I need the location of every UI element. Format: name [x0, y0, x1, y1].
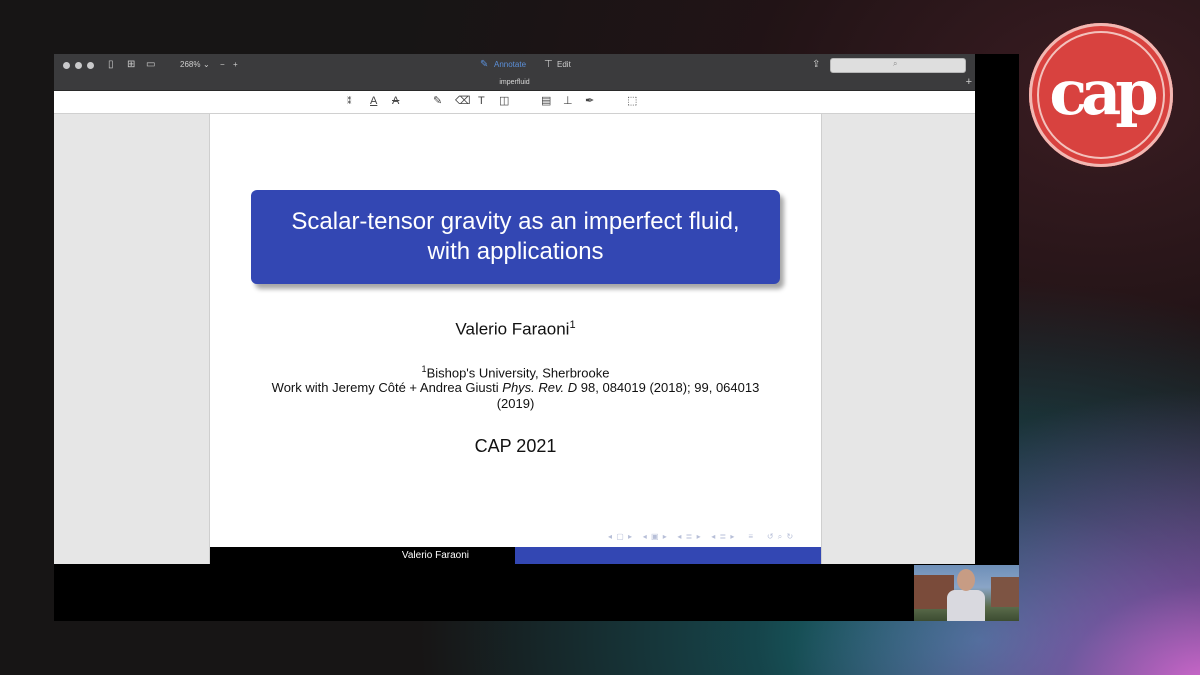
underline-text-icon[interactable]: A	[370, 95, 378, 107]
zoom-window-button[interactable]	[87, 62, 94, 69]
slide-footer-author: Valerio Faraoni	[210, 547, 515, 564]
slide-author	[210, 319, 821, 340]
author-superscript: 1	[569, 319, 576, 331]
pen-icon[interactable]: ✎	[433, 95, 443, 107]
stamp-icon[interactable]: ⊥	[563, 95, 573, 107]
author-name: Valerio Faraoni	[455, 319, 570, 339]
zoom-out-button[interactable]: −	[220, 60, 225, 69]
annotate-mode-button[interactable]: Annotate	[494, 60, 527, 69]
text-select-icon[interactable]: ⁑	[347, 96, 352, 106]
slide-conference: CAP 2021	[474, 436, 557, 456]
affiliation-superscript: 1	[421, 364, 427, 374]
collaboration-references: 98, 084019 (2018); 99, 064013 (2019)	[496, 380, 760, 411]
close-window-button[interactable]	[63, 62, 70, 69]
zoom-chevron-down-icon[interactable]: ⌄	[203, 60, 210, 69]
pdf-viewer-window	[54, 54, 975, 564]
slide-collaboration	[270, 380, 761, 412]
cap-logo	[1029, 23, 1173, 167]
webcam-background-building-right	[991, 577, 1019, 607]
journal-name: Phys. Rev. D	[502, 380, 578, 395]
slide-title-box	[251, 190, 780, 284]
slide-footer-bar	[515, 547, 821, 564]
slide-affiliation	[210, 364, 821, 380]
zoom-level[interactable]: 268%	[180, 60, 201, 69]
slide-title: Scalar-tensor gravity as an imperfect fluid, with applications	[291, 208, 740, 265]
annotation-toolbar	[54, 91, 975, 114]
eraser-icon[interactable]: ⌫	[455, 95, 471, 107]
zoom-in-button[interactable]: +	[233, 60, 238, 69]
document-tab-title[interactable]: imperfluid	[499, 79, 530, 86]
selection-rectangle-icon[interactable]: ⬚	[627, 95, 638, 107]
sidebar-icon[interactable]: ▯	[108, 59, 114, 70]
cap-logo-text: cap	[1049, 55, 1153, 129]
share-icon[interactable]: ⇪	[812, 59, 821, 70]
pdf-page	[209, 114, 822, 564]
search-input[interactable]	[830, 58, 966, 73]
affiliation-text: Bishop's University, Sherbrooke	[426, 365, 610, 381]
window-titlebar	[54, 54, 975, 91]
minimize-window-button[interactable]	[75, 62, 82, 69]
beamer-navigation-icons[interactable]: ◂ ▢ ▸ ◂ ▣ ▸ ◂ ≣ ▸ ◂ ≣ ▸ ≡ ↺ ⌕ ↻	[608, 532, 795, 541]
signature-icon[interactable]: ✒	[585, 95, 595, 107]
new-tab-button[interactable]: +	[965, 76, 972, 88]
edit-icon[interactable]: ⊤	[544, 59, 553, 70]
edit-mode-button[interactable]: Edit	[557, 60, 571, 69]
shapes-icon[interactable]: ◫	[499, 95, 510, 107]
collaboration-prefix: Work with Jeremy Côté + Andrea Giusti	[271, 380, 503, 395]
presenter-webcam	[914, 565, 1019, 621]
presenter-head	[957, 569, 975, 591]
thumbnails-icon[interactable]: ⊞	[127, 59, 136, 70]
text-tool-icon[interactable]: T	[478, 95, 485, 107]
annotate-icon[interactable]: ✎	[480, 59, 489, 70]
presenter-body	[947, 590, 985, 621]
page-display-icon[interactable]: ▭	[146, 59, 156, 70]
strikethrough-text-icon[interactable]: A	[392, 95, 400, 107]
search-icon: ⌕	[893, 59, 898, 68]
note-icon[interactable]: ▤	[541, 95, 552, 107]
